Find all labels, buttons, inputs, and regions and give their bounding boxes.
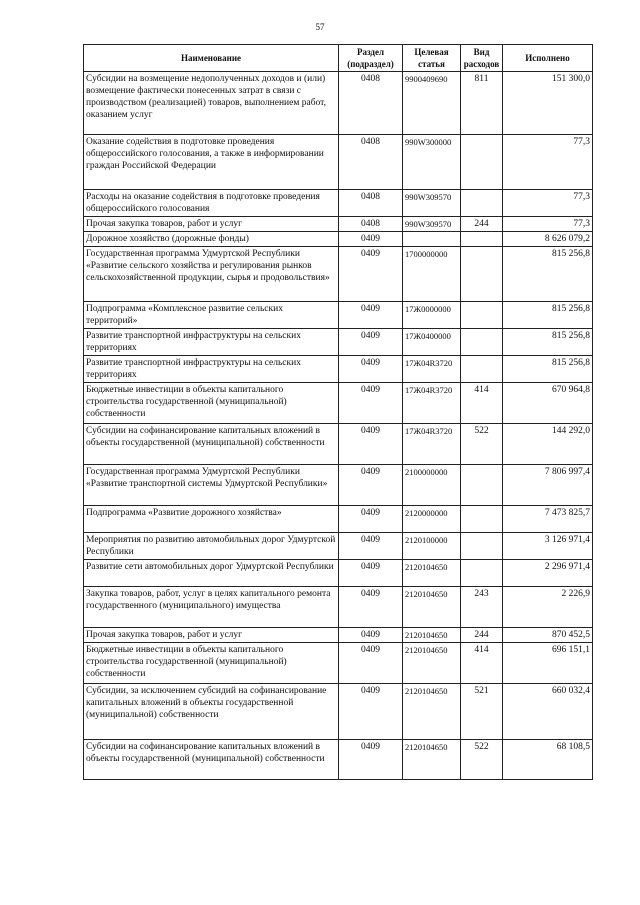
row-name: Субсидии на софинансирование капитальных вложений в объекты государственной (муниципальной) собственности: [84, 424, 339, 465]
row-section: 0408: [339, 217, 403, 232]
row-type: [461, 533, 503, 560]
row-executed: 3 126 971,4: [503, 533, 593, 560]
row-section: 0408: [339, 72, 403, 135]
row-type: [461, 302, 503, 329]
row-executed: 8 626 079,2: [503, 232, 593, 247]
header-article: Целевая статья: [403, 45, 461, 72]
row-article: 17Ж0000000: [403, 302, 461, 329]
budget-table: [83, 44, 593, 780]
table-row: [84, 72, 593, 135]
row-section: 0409: [339, 740, 403, 780]
row-name: Развитие транспортной инфраструктуры на сельских территориях: [84, 356, 339, 383]
row-name: Государственная программа Удмуртской Республики «Развитие транспортной системы Удмуртской Республики»: [84, 465, 339, 506]
row-section: 0409: [339, 232, 403, 247]
row-section: 0409: [339, 533, 403, 560]
row-article: 2120104650: [403, 684, 461, 740]
row-section: 0409: [339, 329, 403, 356]
row-article: 2120104650: [403, 628, 461, 643]
row-type: 522: [461, 740, 503, 780]
row-name: Бюджетные инвестиции в объекты капитального строительства государственной (муниципальной) собственности: [84, 643, 339, 684]
row-section: 0409: [339, 628, 403, 643]
row-name: Бюджетные инвестиции в объекты капитального строительства государственной (муниципальной) собственности: [84, 383, 339, 424]
header-section: Раздел (подраздел): [339, 45, 403, 72]
table-row: [84, 465, 593, 506]
header-executed: Исполнено: [503, 45, 593, 72]
table-row: [84, 684, 593, 740]
row-article: 17Ж04R3720: [403, 356, 461, 383]
table-row: [84, 587, 593, 628]
row-type: 414: [461, 643, 503, 684]
row-type: 244: [461, 628, 503, 643]
row-name: Субсидии на софинансирование капитальных вложений в объекты государственной (муниципальной) собственности: [84, 740, 339, 780]
row-executed: 2 296 971,4: [503, 560, 593, 587]
row-executed: 870 452,5: [503, 628, 593, 643]
row-section: 0408: [339, 190, 403, 217]
row-section: 0409: [339, 560, 403, 587]
row-article: 2120104650: [403, 587, 461, 628]
row-type: [461, 329, 503, 356]
row-section: 0409: [339, 302, 403, 329]
row-name: Субсидии, за исключением субсидий на софинансирование капитальных вложений в объекты государственной (муниципальной) собственности: [84, 684, 339, 740]
row-name: Подпрограмма «Комплексное развитие сельских территорий»: [84, 302, 339, 329]
row-executed: 815 256,8: [503, 356, 593, 383]
table-row: [84, 135, 593, 190]
row-name: Закупка товаров, работ, услуг в целях капитального ремонта государственного (муниципального) имущества: [84, 587, 339, 628]
row-name: Прочая закупка товаров, работ и услуг: [84, 628, 339, 643]
row-name: Развитие сети автомобильных дорог Удмуртской Республики: [84, 560, 339, 587]
row-name: Субсидии на возмещение недополученных доходов и (или) возмещение фактически понесенных затрат в связи с производством (реализацией) товаров, выполнением работ, оказанием услуг: [84, 72, 339, 135]
page-number: 57: [315, 22, 325, 32]
row-section: 0409: [339, 383, 403, 424]
row-type: 811: [461, 72, 503, 135]
table-row: [84, 628, 593, 643]
row-section: 0409: [339, 587, 403, 628]
row-executed: 815 256,8: [503, 302, 593, 329]
row-executed: 815 256,8: [503, 247, 593, 302]
table-row: [84, 424, 593, 465]
table-header-row: [84, 45, 593, 72]
row-name: Мероприятия по развитию автомобильных дорог Удмуртской Республики: [84, 533, 339, 560]
row-article: 2120000000: [403, 506, 461, 533]
table-row: [84, 217, 593, 232]
row-type: [461, 135, 503, 190]
row-executed: 144 292,0: [503, 424, 593, 465]
row-article: 9900409690: [403, 72, 461, 135]
row-type: [461, 465, 503, 506]
row-executed: 151 300,0: [503, 72, 593, 135]
row-name: Прочая закупка товаров, работ и услуг: [84, 217, 339, 232]
row-article: 17Ж04R3720: [403, 424, 461, 465]
row-name: Оказание содействия в подготовке проведения общероссийского голосования, а также в информировании граждан Российской Федерации: [84, 135, 339, 190]
row-section: 0408: [339, 135, 403, 190]
row-executed: 7 473 825,7: [503, 506, 593, 533]
row-section: 0409: [339, 465, 403, 506]
row-type: 521: [461, 684, 503, 740]
row-executed: 77,3: [503, 190, 593, 217]
row-article: 2120104650: [403, 643, 461, 684]
table-row: [84, 329, 593, 356]
row-article: 2120100000: [403, 533, 461, 560]
row-name: Дорожное хозяйство (дорожные фонды): [84, 232, 339, 247]
table-row: [84, 643, 593, 684]
row-article: 2100000000: [403, 465, 461, 506]
row-executed: 77,3: [503, 217, 593, 232]
row-executed: 77,3: [503, 135, 593, 190]
table-row: [84, 302, 593, 329]
table-body: [84, 72, 593, 780]
table-row: [84, 740, 593, 780]
row-name: Подпрограмма «Развитие дорожного хозяйства»: [84, 506, 339, 533]
table-row: [84, 356, 593, 383]
row-type: [461, 506, 503, 533]
row-section: 0409: [339, 643, 403, 684]
row-name: Государственная программа Удмуртской Республики «Развитие сельского хозяйства и регулирования рынков сельскохозяйственной продукции, сырья и продовольствия»: [84, 247, 339, 302]
row-type: [461, 232, 503, 247]
row-executed: 2 226,9: [503, 587, 593, 628]
row-article: 17Ж0400000: [403, 329, 461, 356]
row-section: 0409: [339, 247, 403, 302]
row-executed: 696 151,1: [503, 643, 593, 684]
row-article: 990W300000: [403, 135, 461, 190]
row-article: 1700000000: [403, 247, 461, 302]
row-executed: 815 256,8: [503, 329, 593, 356]
row-type: 243: [461, 587, 503, 628]
table-row: [84, 560, 593, 587]
row-type: [461, 190, 503, 217]
row-type: [461, 560, 503, 587]
row-article: 2120104650: [403, 740, 461, 780]
row-section: 0409: [339, 506, 403, 533]
row-section: 0409: [339, 684, 403, 740]
row-executed: 68 108,5: [503, 740, 593, 780]
table-row: [84, 506, 593, 533]
table-row: [84, 247, 593, 302]
row-article: 2120104650: [403, 560, 461, 587]
row-name: Развитие транспортной инфраструктуры на сельских территориях: [84, 329, 339, 356]
table-row: [84, 533, 593, 560]
header-type: Вид расходов: [461, 45, 503, 72]
row-type: 414: [461, 383, 503, 424]
row-article: 17Ж04R3720: [403, 383, 461, 424]
row-type: 522: [461, 424, 503, 465]
row-executed: 670 964,8: [503, 383, 593, 424]
header-name: Наименование: [84, 45, 339, 72]
row-type: [461, 247, 503, 302]
row-article: 990W309570: [403, 217, 461, 232]
row-type: 244: [461, 217, 503, 232]
table-row: [84, 383, 593, 424]
table-row: [84, 232, 593, 247]
row-section: 0409: [339, 424, 403, 465]
row-article: [403, 232, 461, 247]
row-executed: 660 032,4: [503, 684, 593, 740]
row-name: Расходы на оказание содействия в подготовке проведения общероссийского голосования: [84, 190, 339, 217]
row-article: 990W309570: [403, 190, 461, 217]
table-row: [84, 190, 593, 217]
row-type: [461, 356, 503, 383]
row-executed: 7 806 997,4: [503, 465, 593, 506]
row-section: 0409: [339, 356, 403, 383]
